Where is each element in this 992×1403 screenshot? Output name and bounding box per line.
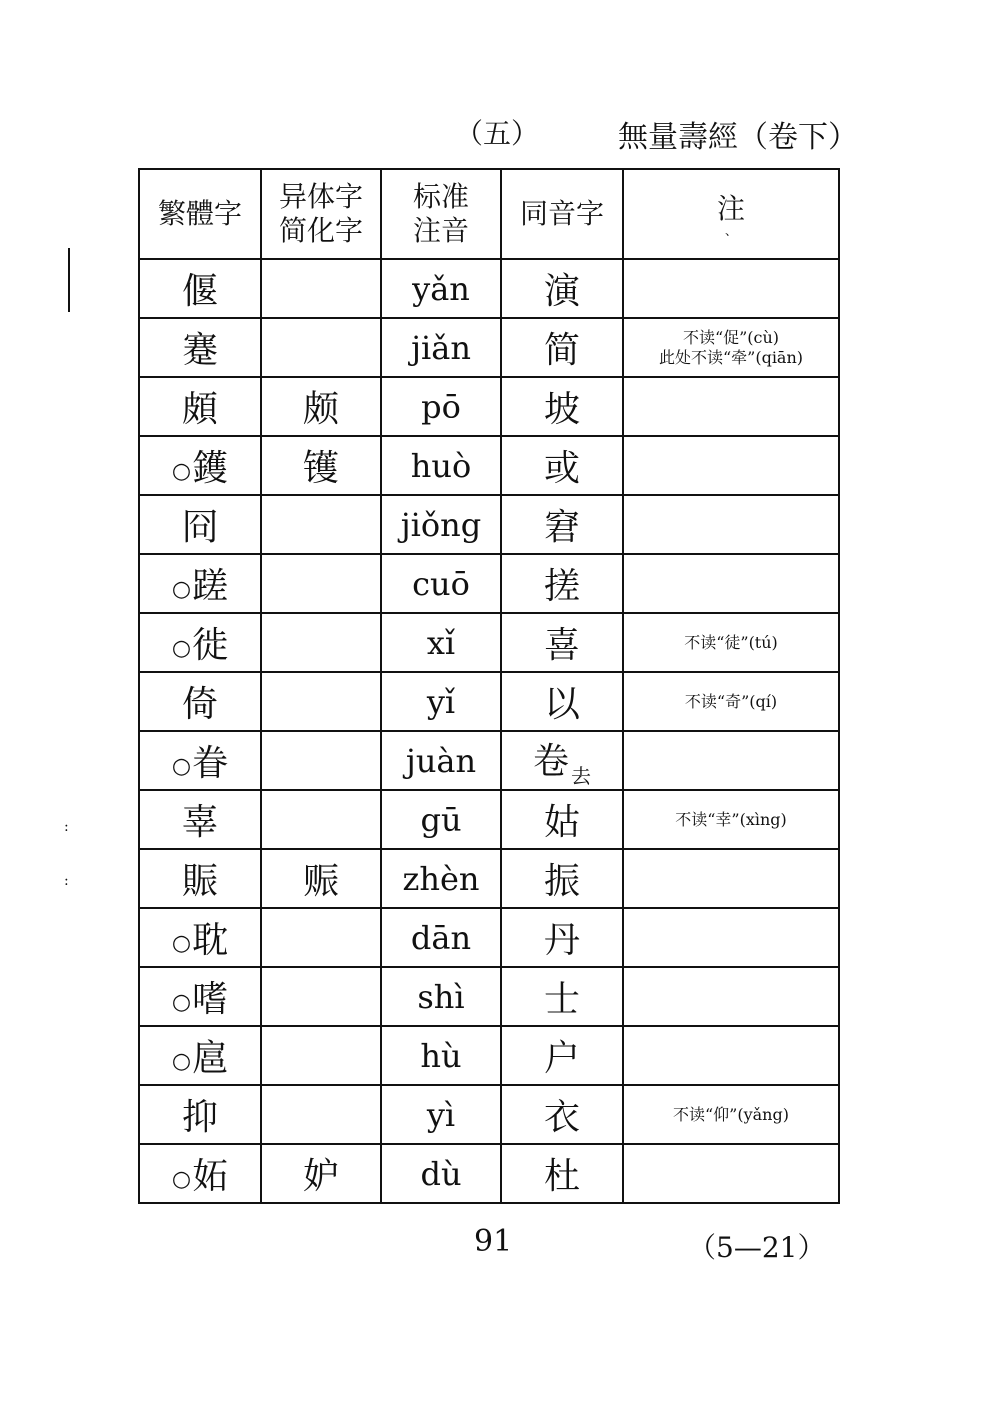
- simplified-char-cell: [261, 731, 381, 790]
- table-row: [139, 790, 839, 849]
- traditional-char: 頗: [181, 389, 218, 430]
- circle-marker: ○: [171, 989, 192, 1015]
- note-text: 不读“促”(cù): [682, 327, 780, 347]
- traditional-char-cell: [139, 849, 261, 908]
- note-cell: [623, 790, 839, 849]
- note-cell: [623, 377, 839, 436]
- homophone-char: 士: [543, 979, 580, 1020]
- homophone-cell: [501, 967, 623, 1026]
- homophone-cell: [501, 554, 623, 613]
- circle-marker: ○: [171, 1048, 192, 1074]
- traditional-char: 倚: [181, 684, 218, 725]
- table-row: [139, 436, 839, 495]
- homophone-char: 搓: [543, 566, 580, 607]
- table-row: [139, 908, 839, 967]
- character-table: [138, 168, 840, 1204]
- circle-marker: ○: [171, 930, 192, 956]
- table-row: [139, 849, 839, 908]
- pinyin-cell: gū: [381, 790, 501, 849]
- note-cell: [623, 1026, 839, 1085]
- note-text: 不读“奇”(qí): [684, 691, 778, 711]
- simplified-char-cell: 赈: [261, 849, 381, 908]
- circle-marker: ○: [171, 458, 192, 484]
- homophone-cell: [501, 1144, 623, 1203]
- column-header-note: 注 、: [623, 169, 839, 259]
- table-header-row: [139, 169, 839, 259]
- note-text: 不读“仰”(yǎng): [673, 1104, 789, 1124]
- traditional-char-cell: [139, 554, 261, 613]
- homophone-char: 姑: [543, 802, 580, 843]
- note-text: 此处不读“牵”(qiān): [658, 347, 804, 367]
- homophone-char: 演: [543, 271, 580, 312]
- pinyin-cell: yǐ: [381, 672, 501, 731]
- traditional-char-cell: [139, 1144, 261, 1203]
- pinyin-cell: dān: [381, 908, 501, 967]
- circle-marker: ○: [171, 576, 192, 602]
- homophone-char: 简: [543, 330, 580, 371]
- table-row: [139, 1085, 839, 1144]
- homophone-cell: [501, 731, 623, 790]
- circle-marker: ○: [171, 753, 192, 779]
- note-cell: [623, 259, 839, 318]
- column-header-pinyin: 标准 注音: [381, 169, 501, 259]
- homophone-cell: [501, 495, 623, 554]
- traditional-char: 妬: [192, 1156, 229, 1197]
- traditional-char-cell: [139, 1085, 261, 1144]
- traditional-char-cell: [139, 967, 261, 1026]
- section-number: （五）: [455, 117, 540, 150]
- pinyin-cell: yǎn: [381, 259, 501, 318]
- note-cell: [623, 1085, 839, 1144]
- homophone-char: 卷: [532, 740, 569, 782]
- column-header-variant-simplified: 异体字 简化字: [261, 169, 381, 259]
- column-header-traditional: 繁體字: [139, 169, 261, 259]
- simplified-char-cell: 妒: [261, 1144, 381, 1203]
- margin-mark: [68, 248, 70, 312]
- traditional-char: 偃: [181, 271, 218, 312]
- table-row: [139, 1026, 839, 1085]
- pinyin-cell: zhèn: [381, 849, 501, 908]
- pinyin-cell: juàn: [381, 731, 501, 790]
- traditional-char-cell: [139, 377, 261, 436]
- circle-marker: ○: [171, 635, 192, 661]
- homophone-char: 或: [543, 448, 580, 489]
- homophone-char: 坡: [543, 389, 580, 430]
- table-row: [139, 731, 839, 790]
- pinyin-cell: dù: [381, 1144, 501, 1203]
- traditional-char-cell: [139, 613, 261, 672]
- pinyin-cell: pō: [381, 377, 501, 436]
- homophone-cell: [501, 672, 623, 731]
- homophone-cell: [501, 377, 623, 436]
- simplified-char-cell: [261, 908, 381, 967]
- column-header-homophone: 同音字: [501, 169, 623, 259]
- note-cell: [623, 495, 839, 554]
- simplified-char-cell: [261, 1085, 381, 1144]
- pinyin-cell: shì: [381, 967, 501, 1026]
- homophone-cell: [501, 790, 623, 849]
- table-row: [139, 672, 839, 731]
- traditional-char: 冏: [181, 507, 218, 548]
- homophone-cell: [501, 613, 623, 672]
- homophone-cell: [501, 1085, 623, 1144]
- note-text: 不读“幸”(xìng): [675, 809, 787, 829]
- homophone-char: 丹: [543, 920, 580, 961]
- homophone-char: 衣: [543, 1097, 580, 1138]
- table-row: [139, 967, 839, 1026]
- note-cell: [623, 849, 839, 908]
- table-row: [139, 259, 839, 318]
- homophone-char: 窘: [543, 507, 580, 548]
- table-row: [139, 613, 839, 672]
- note-cell: [623, 436, 839, 495]
- traditional-char-cell: [139, 318, 261, 377]
- traditional-char-cell: [139, 672, 261, 731]
- table-row: [139, 554, 839, 613]
- page-code: （5—21）: [688, 1231, 826, 1264]
- simplified-char-cell: [261, 495, 381, 554]
- simplified-char-cell: [261, 790, 381, 849]
- note-cell: [623, 731, 839, 790]
- traditional-char: 蹇: [181, 330, 218, 371]
- homophone-cell: [501, 908, 623, 967]
- traditional-char: 蹉: [192, 566, 229, 607]
- traditional-char: 賑: [181, 861, 218, 902]
- pinyin-cell: cuō: [381, 554, 501, 613]
- traditional-char-cell: [139, 1026, 261, 1085]
- traditional-char: 扈: [192, 1038, 229, 1079]
- note-cell: [623, 613, 839, 672]
- pinyin-cell: hù: [381, 1026, 501, 1085]
- homophone-char: 户: [543, 1038, 580, 1079]
- homophone-char: 振: [543, 861, 580, 902]
- table-row: [139, 377, 839, 436]
- margin-mark: :: [64, 873, 69, 889]
- traditional-char-cell: [139, 908, 261, 967]
- traditional-char-cell: [139, 436, 261, 495]
- simplified-char-cell: [261, 967, 381, 1026]
- page-title: 無量壽經（卷下）: [618, 120, 858, 155]
- table-row: [139, 495, 839, 554]
- traditional-char-cell: [139, 790, 261, 849]
- pinyin-cell: jiǒng: [381, 495, 501, 554]
- traditional-char-cell: [139, 731, 261, 790]
- pinyin-cell: jiǎn: [381, 318, 501, 377]
- simplified-char-cell: 颇: [261, 377, 381, 436]
- margin-mark: :: [64, 819, 69, 835]
- homophone-cell: [501, 318, 623, 377]
- note-cell: [623, 1144, 839, 1203]
- table-row: [139, 318, 839, 377]
- note-cell: [623, 554, 839, 613]
- homophone-char: 以: [543, 684, 580, 725]
- note-cell: [623, 908, 839, 967]
- simplified-char-cell: [261, 318, 381, 377]
- pinyin-cell: xǐ: [381, 613, 501, 672]
- traditional-char: 徙: [192, 625, 229, 666]
- traditional-char: 眷: [192, 743, 229, 784]
- traditional-char-cell: [139, 495, 261, 554]
- homophone-cell: [501, 1026, 623, 1085]
- traditional-char: 辜: [181, 802, 218, 843]
- traditional-char-cell: [139, 259, 261, 318]
- table-row: [139, 1144, 839, 1203]
- simplified-char-cell: [261, 1026, 381, 1085]
- traditional-char: 嗜: [192, 979, 229, 1020]
- homophone-char: 喜: [543, 625, 580, 666]
- page-number: 91: [474, 1224, 513, 1259]
- traditional-char: 耽: [192, 920, 229, 961]
- note-cell: [623, 672, 839, 731]
- circle-marker: ○: [171, 1166, 192, 1192]
- traditional-char: 鑊: [192, 448, 229, 489]
- simplified-char-cell: [261, 554, 381, 613]
- homophone-char: 杜: [543, 1156, 580, 1197]
- simplified-char-cell: [261, 259, 381, 318]
- homophone-cell: [501, 849, 623, 908]
- pinyin-cell: huò: [381, 436, 501, 495]
- pinyin-cell: yì: [381, 1085, 501, 1144]
- simplified-char-cell: 镬: [261, 436, 381, 495]
- tone-subscript: 去: [571, 763, 591, 788]
- homophone-cell: [501, 436, 623, 495]
- note-cell: [623, 967, 839, 1026]
- simplified-char-cell: [261, 672, 381, 731]
- homophone-cell: [501, 259, 623, 318]
- traditional-char: 抑: [181, 1097, 218, 1138]
- note-text: 不读“徒”(tú): [684, 632, 778, 652]
- note-cell: [623, 318, 839, 377]
- simplified-char-cell: [261, 613, 381, 672]
